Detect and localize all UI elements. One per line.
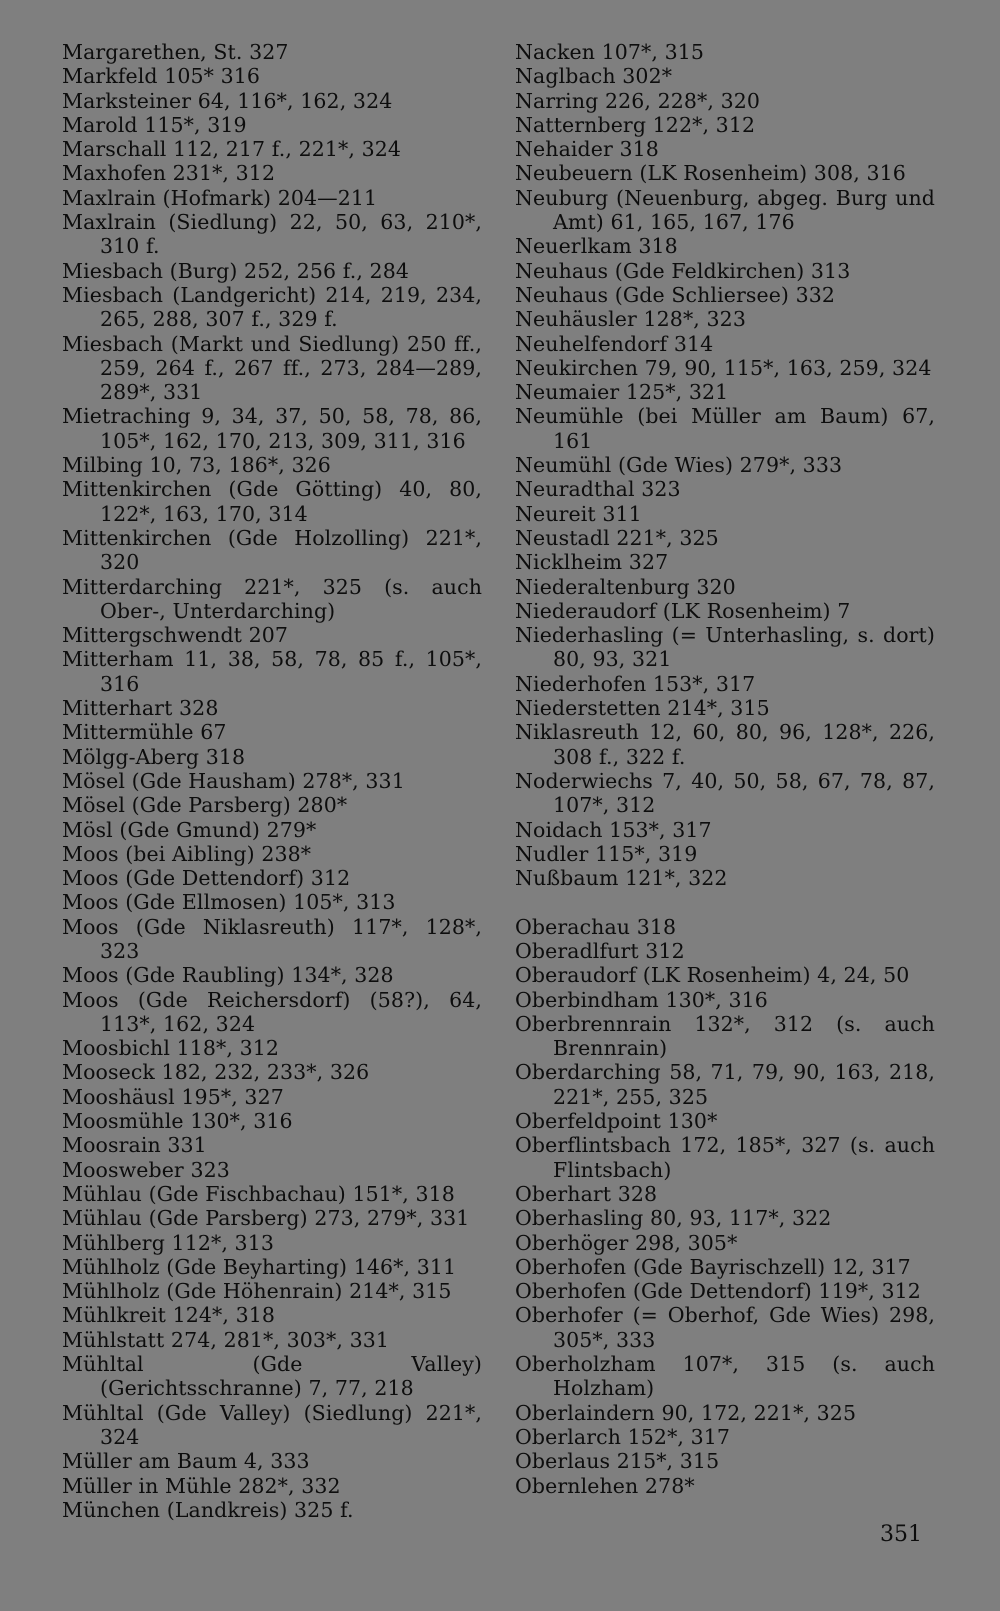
index-entry: Neuradthal 323 [515, 477, 681, 502]
index-entry: Oberhöger 298, 305* [515, 1230, 738, 1255]
index-entry: Moosbichl 118*, 312 [62, 1036, 280, 1061]
index-entry: Natternberg 122*, 312 [515, 112, 756, 137]
index-entry: Oberlarch 152*, 317 [515, 1424, 731, 1449]
index-entry: Oberlaindern 90, 172, 221*, 325 [515, 1400, 857, 1425]
index-entry: Neuhelfendorf 314 [515, 331, 714, 356]
index-entry: Miesbach (Markt und Siedlung) 250 ff., 259, 264 f., 267 ff., 273, 284—289, 289*, 331 [62, 331, 482, 405]
index-entry: Marschall 112, 217 f., 221*, 324 [62, 137, 402, 162]
index-entry: Mühlholz (Gde Höhenrain) 214*, 315 [62, 1279, 452, 1304]
index-entry: Müller am Baum 4, 333 [62, 1449, 310, 1474]
index-entry: Moosweber 323 [62, 1157, 230, 1182]
index-entry: Mühlau (Gde Fischbachau) 151*, 318 [62, 1181, 455, 1206]
index-entry: Moos (Gde Raubling) 134*, 328 [62, 963, 394, 988]
index-entry: Neustadl 221*, 325 [515, 525, 719, 550]
index-entry: Nußbaum 121*, 322 [515, 866, 728, 891]
index-entry: Marold 115*, 319 [62, 112, 247, 137]
index-entry: Margarethen, St. 327 [62, 40, 289, 64]
index-entry: Oberholzham 107*, 315 (s. auch Holzham) [515, 1352, 935, 1401]
index-entry: Maxlrain (Siedlung) 22, 50, 63, 210*, 310 f. [62, 210, 482, 259]
index-entry: Mitterdarching 221*, 325 (s. auch Ober-, Unterdarching) [62, 574, 482, 623]
index-entry: Milbing 10, 73, 186*, 326 [62, 453, 331, 478]
index-entry: Neubeuern (LK Rosenheim) 308, 316 [515, 161, 906, 186]
index-entry: Mitterham 11, 38, 58, 78, 85 f., 105*, 316 [62, 647, 482, 696]
index-entry: Oberbindham 130*, 316 [515, 987, 768, 1012]
index-entry: Oberaudorf (LK Rosenheim) 4, 24, 50 [515, 963, 910, 988]
index-entry: Maxlrain (Hofmark) 204—211 [62, 185, 378, 210]
index-entry: Oberhasling 80, 93, 117*, 322 [515, 1206, 832, 1231]
index-entry: Oberhofen (Gde Dettendorf) 119*, 312 [515, 1279, 921, 1304]
index-entry: Nudler 115*, 319 [515, 841, 698, 866]
index-entry: Mühlstatt 274, 281*, 303*, 331 [62, 1327, 390, 1352]
index-entry: Neumühl (Gde Wies) 279*, 333 [515, 453, 843, 478]
index-entry: Niklasreuth 12, 60, 80, 96, 128*, 226, 308 f., 322 f. [515, 720, 935, 769]
index-entry: Mittergschwendt 207 [62, 623, 289, 648]
index-entry: Müller in Mühle 282*, 332 [62, 1473, 341, 1498]
index-entry: Mooshäusl 195*, 327 [62, 1084, 284, 1109]
index-entry: Neuhaus (Gde Feldkirchen) 313 [515, 258, 851, 283]
index-entry: Neumühle (bei Müller am Baum) 67, 161 [515, 404, 935, 453]
index-entry: Neukirchen 79, 90, 115*, 163, 259, 324 [515, 355, 932, 380]
index-entry: Mühlkreit 124*, 318 [62, 1303, 276, 1328]
index-entry: Moos (Gde Dettendorf) 312 [62, 866, 351, 891]
index-entry: Moos (bei Aibling) 238* [62, 841, 312, 866]
index-entry: Oberachau 318 [515, 914, 677, 939]
index-entry: Mühltal (Gde Valley) (Siedlung) 221*, 324 [62, 1400, 482, 1449]
index-entry: Obernlehen 278* [515, 1473, 695, 1498]
index-entry: Mösel (Gde Parsberg) 280* [62, 793, 348, 818]
index-entry: Marksteiner 64, 116*, 162, 324 [62, 88, 393, 113]
index-entry: Mittenkirchen (Gde Götting) 40, 80, 122*, 163, 170, 314 [62, 477, 482, 526]
index-entry: Mittermühle 67 [62, 720, 227, 745]
index-entry: Naglbach 302* [515, 64, 673, 89]
index-entry: Neumaier 125*, 321 [515, 380, 729, 405]
index-entry: Neuburg (Neuenburg, abgeg. Burg und Amt) 61, 165, 167, 176 [515, 185, 935, 235]
index-entry: Mösel (Gde Hausham) 278*, 331 [62, 768, 405, 793]
index-entry: Neuerlkam 318 [515, 234, 678, 259]
index-entry: Mooseck 182, 232, 233*, 326 [62, 1060, 370, 1085]
index-entry: Mühlholz (Gde Beyharting) 146*, 311 [62, 1254, 457, 1279]
index-entry: Moos (Gde Reichersdorf) (58?), 64, 113*, 162, 324 [62, 987, 482, 1036]
index-entry: Niederaltenburg 320 [515, 574, 736, 599]
index-entry: Oberflintsbach 172, 185*, 327 (s. auch Flintsbach) [515, 1133, 935, 1182]
section-gap [515, 890, 935, 914]
index-entry: Mietraching 9, 34, 37, 50, 58, 78, 86, 105*, 162, 170, 213, 309, 311, 316 [62, 404, 482, 453]
index-entry: Mühlberg 112*, 313 [62, 1230, 274, 1255]
index-entry: Niederstetten 214*, 315 [515, 696, 770, 721]
index-entry: Miesbach (Landgericht) 214, 219, 234, 265, 288, 307 f., 329 f. [62, 282, 482, 332]
index-entry: Markfeld 105* 316 [62, 64, 261, 89]
index-entry: Moosmühle 130*, 316 [62, 1109, 293, 1134]
index-entry: Narring 226, 228*, 320 [515, 88, 761, 113]
index-entry: Oberfeldpoint 130* [515, 1109, 718, 1134]
index-entry: Moos (Gde Niklasreuth) 117*, 128*, 323 [62, 914, 482, 963]
index-entry: Mittenkirchen (Gde Holzolling) 221*, 320 [62, 525, 482, 575]
index-entry: Oberhofer (= Oberhof, Gde Wies) 298, 305*, 333 [515, 1303, 935, 1352]
index-entry: Neuhäusler 128*, 323 [515, 307, 746, 332]
index-entry: Nacken 107*, 315 [515, 40, 705, 64]
index-column-right [515, 40, 935, 1498]
index-entry: Mösl (Gde Gmund) 279* [62, 817, 317, 842]
index-entry: Oberadlfurt 312 [515, 938, 685, 963]
index-entry: Mühlau (Gde Parsberg) 273, 279*, 331 [62, 1206, 470, 1231]
index-entry: Niederhofen 153*, 317 [515, 671, 756, 696]
index-column-left [62, 40, 482, 1522]
index-entry: Nicklheim 327 [515, 550, 669, 575]
page-number: 351 [880, 1522, 922, 1547]
index-entry: Niederhasling (= Unterhasling, s. dort) 80, 93, 321 [515, 623, 935, 672]
index-entry: Niederaudorf (LK Rosenheim) 7 [515, 598, 851, 623]
index-entry: Miesbach (Burg) 252, 256 f., 284 [62, 258, 409, 283]
index-entry: Moosrain 331 [62, 1133, 207, 1158]
index-entry: Neuhaus (Gde Schliersee) 332 [515, 282, 836, 307]
index-entry: München (Landkreis) 325 f. [62, 1497, 354, 1522]
index-entry: Noderwiechs 7, 40, 50, 58, 67, 78, 87, 107*, 312 [515, 768, 935, 818]
index-entry: Neureit 311 [515, 501, 642, 526]
index-entry: Noidach 153*, 317 [515, 817, 712, 842]
index-entry: Mölgg-Aberg 318 [62, 744, 246, 769]
index-entry: Nehaider 318 [515, 137, 659, 162]
index-entry: Maxhofen 231*, 312 [62, 161, 276, 186]
index-entry: Oberlaus 215*, 315 [515, 1449, 720, 1474]
index-entry: Oberhofen (Gde Bayrischzell) 12, 317 [515, 1254, 911, 1279]
index-entry: Mühltal (Gde Valley) (Gerichtsschranne) 7, 77, 218 [62, 1352, 482, 1401]
index-entry: Oberbrennrain 132*, 312 (s. auch Brennrain) [515, 1011, 935, 1061]
index-entry: Oberdarching 58, 71, 79, 90, 163, 218, 221*, 255, 325 [515, 1060, 935, 1109]
index-entry: Oberhart 328 [515, 1181, 658, 1206]
index-entry: Moos (Gde Ellmosen) 105*, 313 [62, 890, 396, 915]
index-entry: Mitterhart 328 [62, 696, 219, 721]
